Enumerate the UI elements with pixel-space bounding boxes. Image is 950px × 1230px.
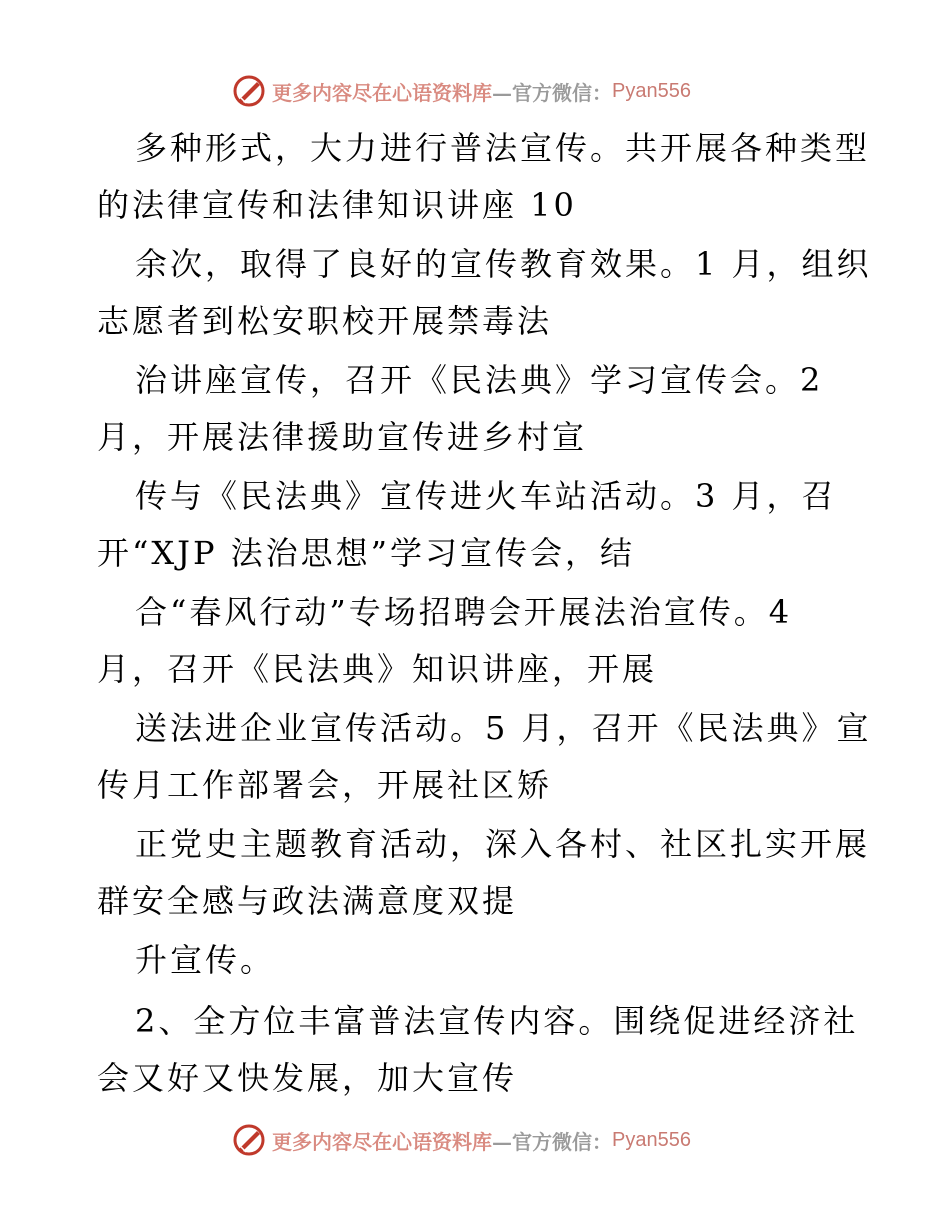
body-line: 正党史主题教育活动，深入各村、社区扎实开展 [135, 825, 871, 863]
body-line: 传月工作部署会，开展社区矫 [97, 766, 553, 804]
watermark-site-name: 更多内容尽在心语资料库 [272, 80, 492, 105]
body-line: 2、全方位丰富普法宣传内容。围绕促进经济社 [135, 1002, 859, 1040]
footer-watermark [232, 1122, 691, 1158]
watermark-wechat-label: —官方微信： [492, 1129, 612, 1154]
body-line: 合“春风行动”专场招聘会开展法治宣传。4 [135, 593, 793, 631]
body-line: 开“XJP 法治思想”学习宣传会，结 [97, 534, 636, 572]
body-line: 月，召开《民法典》知识讲座，开展 [97, 650, 658, 688]
body-line: 治讲座宣传，召开《民法典》学习宣传会。2 [135, 361, 824, 399]
body-line: 志愿者到松安职校开展禁毒法 [97, 302, 553, 340]
body-line: 传与《民法典》宣传进火车站活动。3 月，召 [135, 477, 837, 515]
body-line: 多种形式，大力进行普法宣传。共开展各种类型 [135, 129, 871, 167]
watermark-account-id: Pyan556 [612, 79, 691, 102]
body-line: 升宣传。 [135, 941, 276, 979]
watermark-wechat-label: —官方微信： [492, 80, 612, 105]
body-line: 余次，取得了良好的宣传教育效果。1 月，组织 [135, 245, 872, 283]
watermark-site-name: 更多内容尽在心语资料库 [272, 1129, 492, 1154]
body-line: 的法律宣传和法律知识讲座 10 [97, 186, 577, 224]
body-line: 会又好又快发展，加大宣传 [97, 1059, 518, 1097]
body-line: 月，开展法律援助宣传进乡村宣 [97, 418, 588, 456]
body-line: 群安全感与政法满意度双提 [97, 882, 518, 920]
watermark-account-id: Pyan556 [612, 1128, 691, 1151]
body-line: 送法进企业宣传活动。5 月，召开《民法典》宣 [135, 709, 872, 747]
quill-pen-logo-icon [232, 1123, 266, 1157]
